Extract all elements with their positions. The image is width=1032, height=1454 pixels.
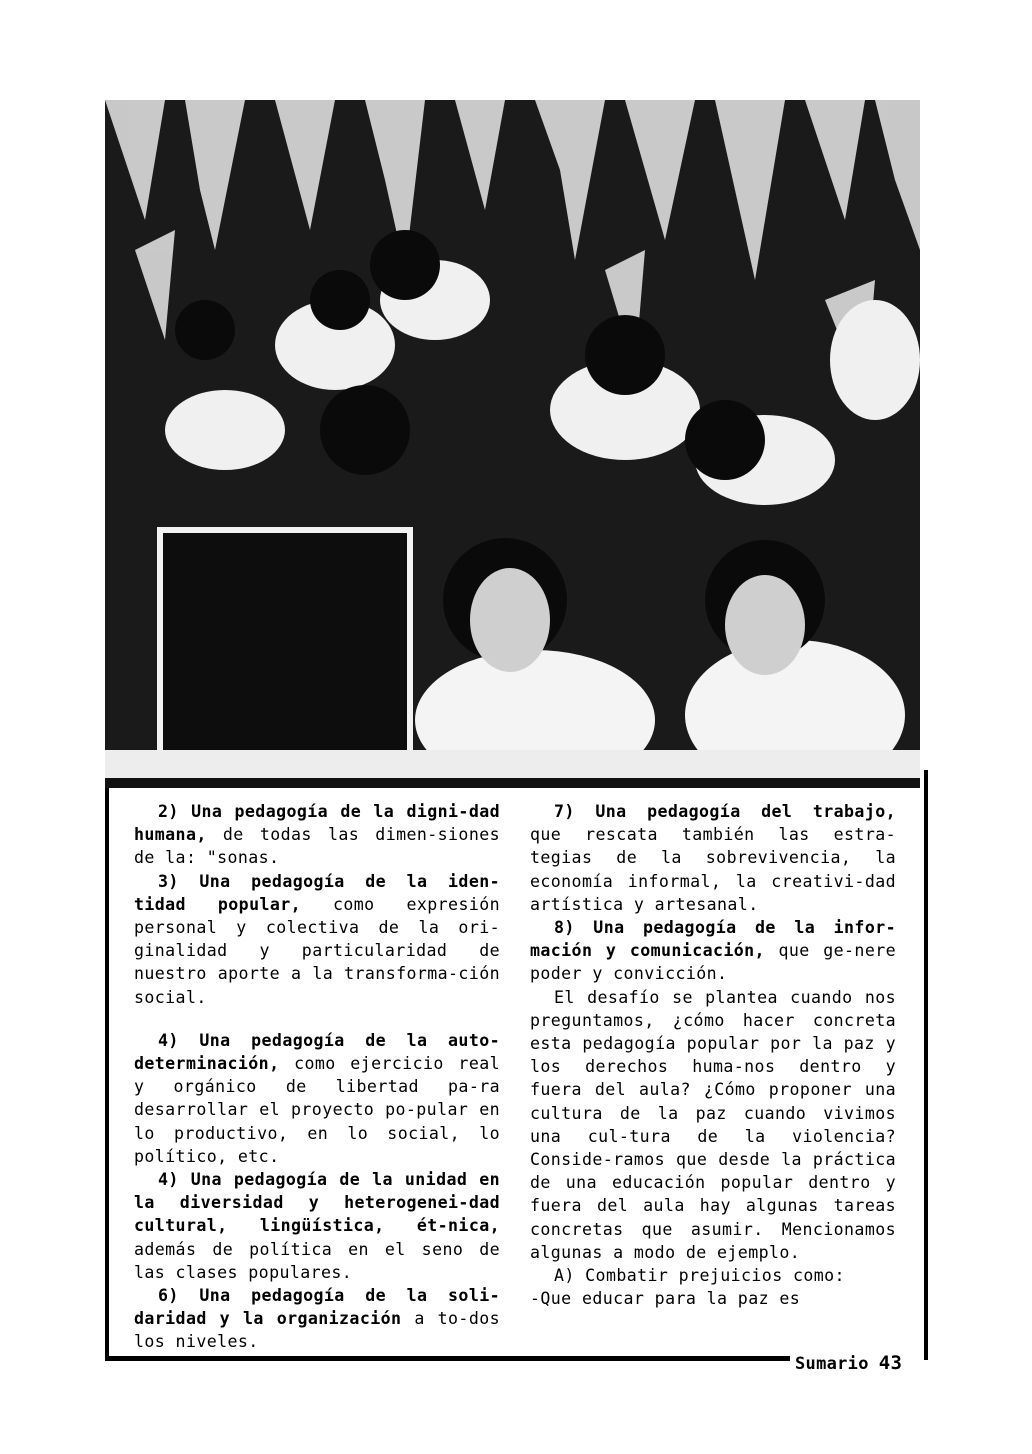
paragraph-identity: 3) Una pedagogía de la iden-tidad popular, como expresión personal y colectiva de la ori-ginalidad y particularidad de nuestro aporte a la transforma-ción social. [134, 871, 500, 1007]
classroom-photo-graphic [105, 100, 920, 788]
magazine-name: Sumario [795, 1354, 869, 1374]
page-footer [795, 1352, 902, 1374]
paragraph-self-determination: 4) Una pedagogía de la auto-determinación, como ejercicio real y orgánico de libertad pa-ra desarrollar el proyecto po-pular en lo productivo, en lo social, lo político, etc. [134, 1030, 500, 1166]
frame-right-rule [924, 770, 928, 1360]
paragraph-solidarity: 6) Una pedagogía de la soli-daridad y la organización a to-dos los niveles. [134, 1286, 500, 1352]
paragraph-dignity: 2) Una pedagogía de la digni-dad humana, de todas las dimen-siones de la: "sonas. [134, 802, 500, 868]
paragraph-work: 7) Una pedagogía del trabajo, que rescata también las estra-tegias de la sobrevivencia, la economía informal, la creativi-dad artística y artesanal. [530, 802, 896, 914]
frame-bottom-rule [105, 1356, 790, 1361]
page-number: 43 [878, 1352, 903, 1374]
paragraph-combat-prejudice: A) Combatir prejuicios como: [554, 1266, 845, 1286]
paragraph-information: 8) Una pedagogía de la infor-mación y comunicación, que ge-nere poder y convicción. [530, 918, 896, 984]
paragraph-educate-peace: -Que educar para la paz es [530, 1289, 801, 1309]
right-text-column [530, 800, 896, 1310]
classroom-photo [105, 100, 920, 788]
paragraph-challenge: El desafío se plantea cuando nos preguntamos, ¿cómo hacer concreta esta pedagogía popular por la paz y los derechos huma-nos dentro y fuera del aula? ¿Cómo proponer una cultura de la paz cuando vivimos una cul-tura de la violencia? Conside-ramos que desde la práctica de una educación popular dentro y fuera del aula hay algunas tareas concretas que asumir. Mencionamos algunas a modo de ejemplo. [530, 987, 896, 1262]
paragraph-unity-diversity: 4) Una pedagogía de la unidad en la diversidad y heterogenei-dad cultural, lingüística, ét-nica, además de política en el seno de las clases populares. [134, 1170, 500, 1282]
left-text-column [134, 800, 500, 1354]
frame-left-rule [105, 788, 109, 1358]
